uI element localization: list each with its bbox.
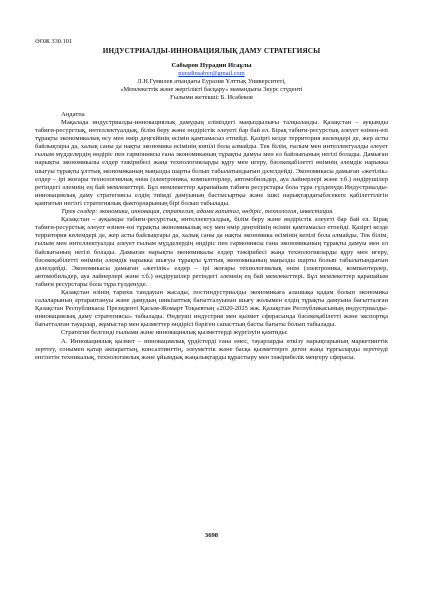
body-paragraph: А. Инновациялық қызмет – инновациялық үрдістерді ғана емес, тауарларды өткізу нарықтарының маркетингтік зерттеу, сонымен қатар акпараттың, консалтингтің, элеуметтік және басқа қызметтерге деген жаңа тұрғыларды зерттеуді енгізетін техникалық, технологиялық және ұйымдық жаңалықтарды құрастыру мен тәжірибелік меңгеру сферасы. [35,337,388,361]
body-paragraph: Стратегия белгенді ғылыми және инновациялық қызметтерді жүргізуін қамтиды: [61,329,288,337]
udc-code: ӘОЖ 330.101 [35,38,73,45]
paper-title: ИНДУСТРИАЛДЫ-ИННОВАЦИЯЛЫҚ ДАМУ СТРАТЕГИЯСЫ [102,47,321,55]
abstract-label: Аңдатпа [61,111,85,118]
page-number: 3698 [204,532,219,539]
affiliation-university: Л.Н.Гумилев атындағы Еуразия Ұлттық Университеті, [137,78,286,85]
author-name: Сабыров Нурадин Исаұлы [171,62,252,69]
keywords: Тірек сөздер: экономика, инновация, стратегия, адами капитал, өндіріс, технология, инвестиция. [61,208,334,216]
affiliation-supervisor: Ғылыми жетекші: Б. Исабеков [170,94,253,101]
body-paragraph: Қазақстан өзінің тарихи тандауын жасады, постиндустриалды экономикаға алашықа қадам болып экономика салаларының әртараптануы және дамудың шикізаттық бағытталуынан шығу жолымен елдің тұрақты дамуына бағытталған Қазақстан Республикасы Президенті Қасым-Жомарт Тоқаевтың «2020-2025 жж. Қазақстан Республикасының индустриалды-инновациялық даму стратегиясы» табылады. Өндеуші индустрия мен қызмет сферасында бәсекеқабілетті және экспортқа бағытталған тауарлар, жұмыстар мен қызметтер өндірісі бәріген сапасттың басты бағыты болып табылады. [35,288,388,329]
abstract-text: Мақалада индустриалды-инновациялық дамудың еліміздегі маңыздылығы талқыланды. Қазақстан – ауқымды табиғи-ресурстық, интеллектуалдық, білім беру және өндірістік әлеуеті бар бай ел. Бірақ табиғи-ресурстық әлеует өзінен-өзі тұрақты экономикалық өсу мен өмір деңгейінің өсімін қамтамасыз етпейді. Қазіргі кезде территория көлемдері де, жер асты байлықтары да, халық саны да нақты экономика өсімінің көпілі бола алмайды. Тек білім, ғылым мен интеллектуалды әлеует ғылым мүдделердің өндіріс пен гармониясы ғана экономиканың тұрақты дамуы мен ел байлығының негізі болады. Дамыған нарықты экономикалы елдер тәжірибесі жаңа технологияларды құру мен игеру, бәсекеқабілетті өнімнің әлемдік нарыкка шығуы тұрақты ұлттық экономиканың маңызды шарты болып табылатындығын дәлелдейді. Экономикасы дамыған «жетілік» елдер – ірі жоғары технологиялық өнім (электроника, компьютерлер, автомобильдер, ауа лайнерлері және т.б.) өндірушілер ретіндегі әлемнің ең бай мемлекеттері. Бұл мемлекеттер қарапайым табиғи ресурстары бола тұра гүлденуде.Индустриалды-инновациялық даму стратегиясы елдің тиімді дамуының бастысыртқы және ішкі нарықтардағыбәсекеге қабілеттілігін қамтитын негізгі стратегиялық факторларының бірі болып табылады. [35,119,388,207]
author-email-link[interactable]: nuradinsabyr@gmail.com [178,70,245,77]
affiliation-program: «Мемлекеттік және жергілікті басқару» мамандығы 3курс студенті [120,86,303,93]
body-paragraph: Қазақстан – ауқымды табиғи-ресурстық, интеллектуалдық, білім беру және өндірістік әлеуеті бар бай ел. Бірақ табиғи-ресурстық әлеует өзінен-өзі тұрақты экономикалық өсу мен өмір деңгейінің өсімін қамтамасыз етпейді. Қазіргі кезде территория көлемдері де, жер асты байлықтары да, халық саны да нақты экономика өсімінің кепілі бола алмайды. Тек білім, ғылым мен интеллектуалды әлеует ғылым мүдделердің өндіріс пен гармониясы ғана экономиканың тұрақты дамуы мен ел байлығының негізі болады. Дамыған нарықты экономикалы елдер тәжірибесі жаңа технологияларды құру мен игеру, бәсекеқабілетті өнімнің әлемдік нарыкка шығуы тұрақты ұлттық экономиканың маңызды шарты болып табылатындығын дәлелдейді. Экономикасы дамыған «жетілік» елдер – ірі жоғары технологиялық өнім (электроника, компьютерлер, автомобильдер, ауа лайнерлері және т.б.) өндірушілер ретіндегі әлемнің ең бай мемлекеттері. Бұл мемлекеттер қарапайым табиғи ресурстары бола тұра гүлденуде. [35,216,388,288]
